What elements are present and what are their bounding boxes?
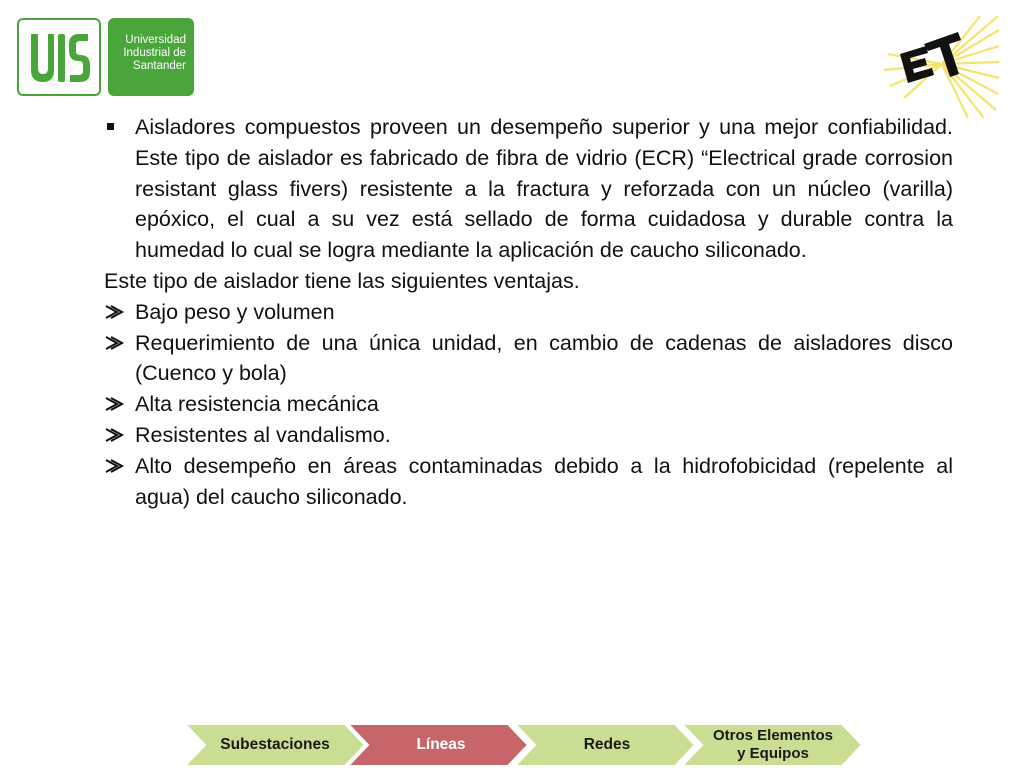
advantage-item bbox=[104, 451, 953, 513]
uis-name-line: Industrial de bbox=[123, 47, 186, 59]
advantage-item bbox=[104, 328, 953, 390]
advantage-item bbox=[104, 297, 953, 328]
uis-logo-mark bbox=[17, 18, 101, 96]
nav-item-lineas[interactable]: Líneas bbox=[416, 736, 466, 753]
et-sunburst-icon bbox=[880, 14, 1000, 120]
arrow-bullet-icon bbox=[105, 335, 125, 351]
advantage-text: Requerimiento de una única unidad, en cambio de cadenas de aisladores disco (Cuenco y bola) bbox=[135, 330, 953, 386]
arrow-bullet-icon bbox=[105, 304, 125, 320]
uis-logo bbox=[17, 18, 197, 100]
arrow-bullet-icon bbox=[105, 427, 125, 443]
advantage-text: Resistentes al vandalismo. bbox=[135, 422, 391, 447]
advantage-text: Alto desempeño en áreas contaminadas debido a la hidrofobicidad (repelente al agua) del caucho siliconado. bbox=[135, 453, 953, 509]
bottom-navigation bbox=[185, 722, 865, 768]
uis-name-line: Universidad bbox=[125, 34, 186, 46]
arrow-bullet-icon bbox=[105, 458, 125, 474]
intro-bullet-text: Aisladores compuestos proveen un desempeño superior y una mejor confiabilidad. Este tipo de aislador es fabricado de fibra de vidrio (ECR) “Electrical grade corrosion resistant glass fivers) resistente a la fractura y reforzada con un núcleo (varilla) epóxico, el cual a su vez está sellado de forma cuidadosa y durable contra la humedad lo cual se logra mediante la aplicación de caucho siliconado. bbox=[135, 115, 953, 263]
arrow-bullet-icon bbox=[105, 396, 125, 412]
square-bullet-icon bbox=[107, 123, 114, 130]
advantage-item bbox=[104, 389, 953, 420]
nav-item-redes[interactable]: Redes bbox=[583, 736, 631, 753]
nav-item-subestaciones[interactable]: Subestaciones bbox=[220, 736, 330, 753]
nav-item-otros-line: y Equipos bbox=[737, 745, 809, 762]
nav-item-otros-elementos[interactable] bbox=[697, 722, 849, 768]
uis-monogram-icon bbox=[27, 26, 93, 90]
uis-name-line: Santander bbox=[132, 60, 186, 72]
nav-item-otros-line: Otros Elementos bbox=[712, 727, 834, 744]
et-logo bbox=[880, 14, 1000, 120]
advantage-text: Bajo peso y volumen bbox=[135, 299, 335, 324]
intro-bullet-item bbox=[104, 112, 953, 266]
slide-content bbox=[104, 112, 953, 512]
advantage-text: Alta resistencia mecánica bbox=[135, 392, 379, 417]
lead-paragraph: Este tipo de aislador tiene las siguientes ventajas. bbox=[104, 268, 580, 293]
uis-logo-name bbox=[108, 18, 194, 96]
advantage-item bbox=[104, 420, 953, 451]
